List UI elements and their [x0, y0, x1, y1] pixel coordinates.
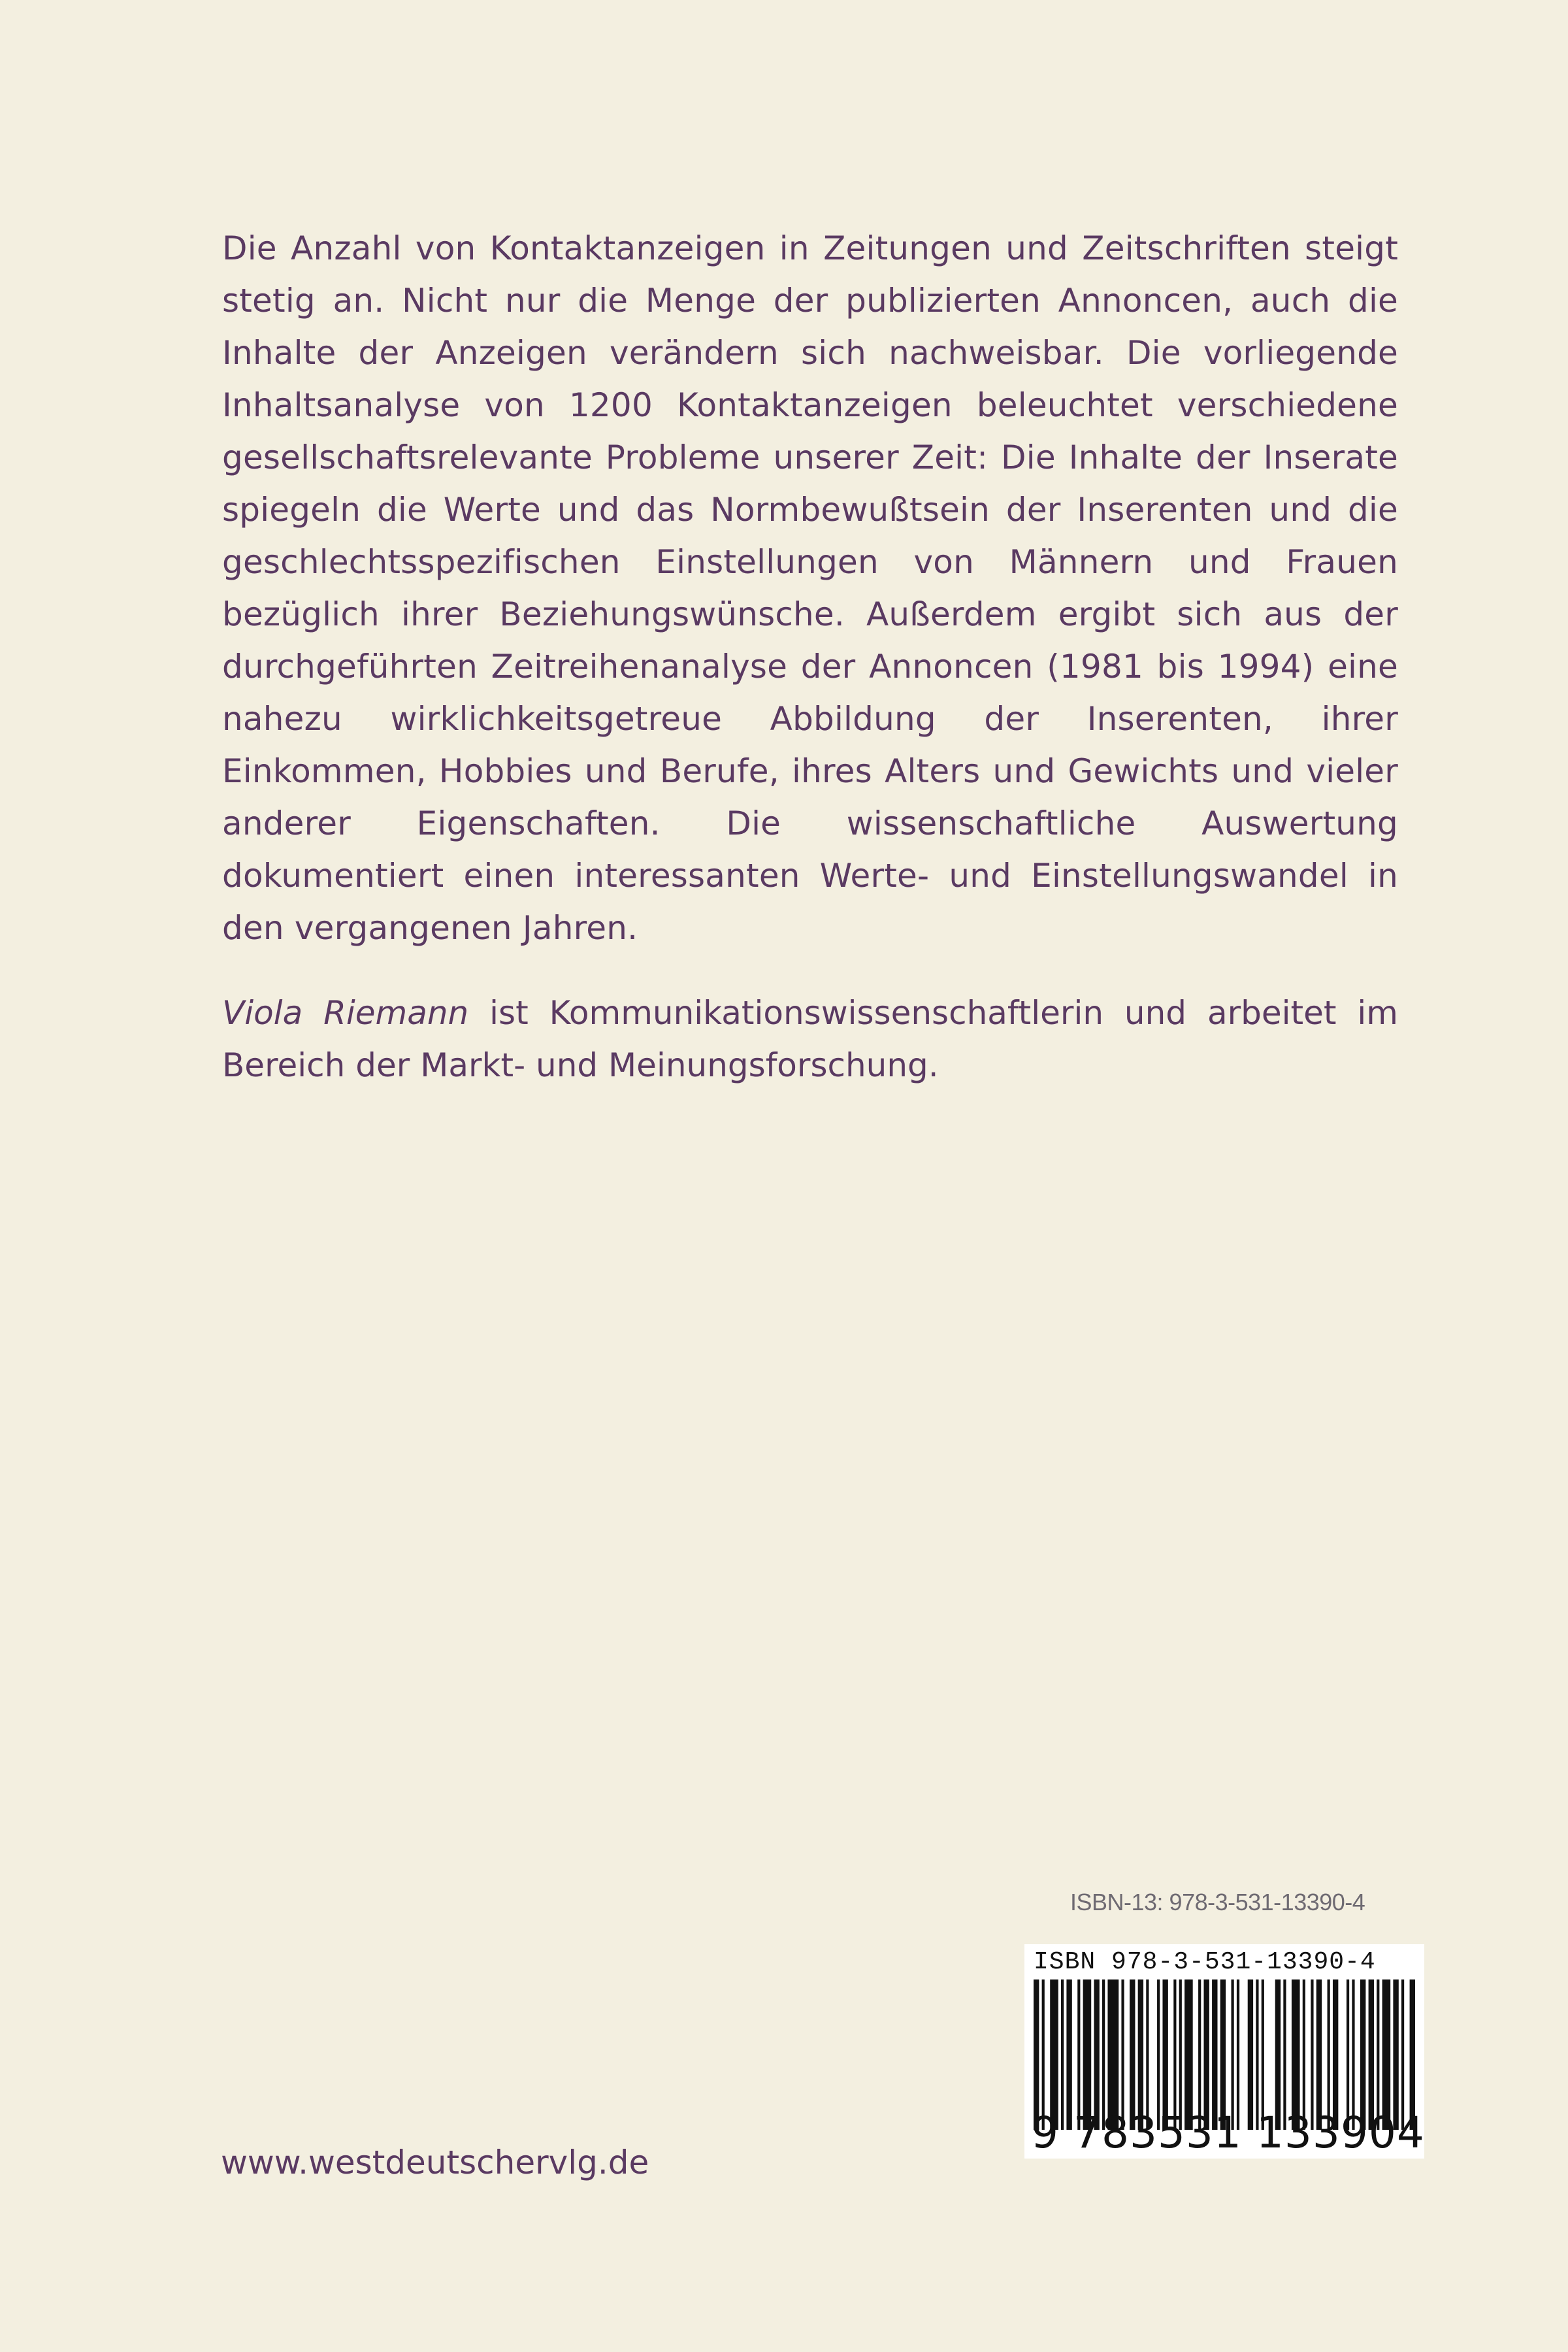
author-bio — [222, 987, 1398, 1091]
publisher-website: www.westdeutschervlg.de — [221, 2144, 649, 2181]
blurb-text: Die Anzahl von Kontaktanzeigen in Zeitungen und Zeitschriften steigt stetig an. Nicht nur die Menge der publizierten Annoncen, auch die Inhalte der Anzeigen verändern sich nachweisbar. Die vorliegende Inhaltsanalyse von 1200 Kontaktanzeigen beleuchtet verschiedene gesellschaftsrelevante Probleme unserer Zeit: Die Inhalte der Inserate spiegeln die Werte und das Normbewußtsein der Inserenten und die geschlechtsspezifischen Einstellungen von Männern und Frauen bezüglich ihrer Beziehungswünsche. Außerdem ergibt sich aus der durchgeführten Zeitreihenanalyse der Annoncen (1981 bis 1994) eine nahezu wirklichkeitsgetreue Abbildung der Inserenten, ihrer Einkommen, Hobbies und Berufe, ihres Alters und Gewichts und vieler anderer Eigenschaften. Die wissenschaftliche Auswertung dokumentiert einen interessanten Werte- und Einstellungswandel in den vergangenen Jahren. — [222, 229, 1398, 947]
author-name: Viola Riemann — [222, 994, 469, 1032]
barcode-isbn-text: ISBN 978-3-531-13390-4 — [1034, 1948, 1376, 1976]
barcode — [1024, 1944, 1424, 2159]
isbn-label: ISBN-13: 978-3-531-13390-4 — [1070, 1889, 1365, 1915]
barcode-digits: 9 783531 133904 — [1031, 2108, 1425, 2158]
author-bio-text: ist Kommunikationswissenschaftlerin und arbeitet im Bereich der Markt- und Meinungsforschung. — [222, 994, 1399, 1084]
